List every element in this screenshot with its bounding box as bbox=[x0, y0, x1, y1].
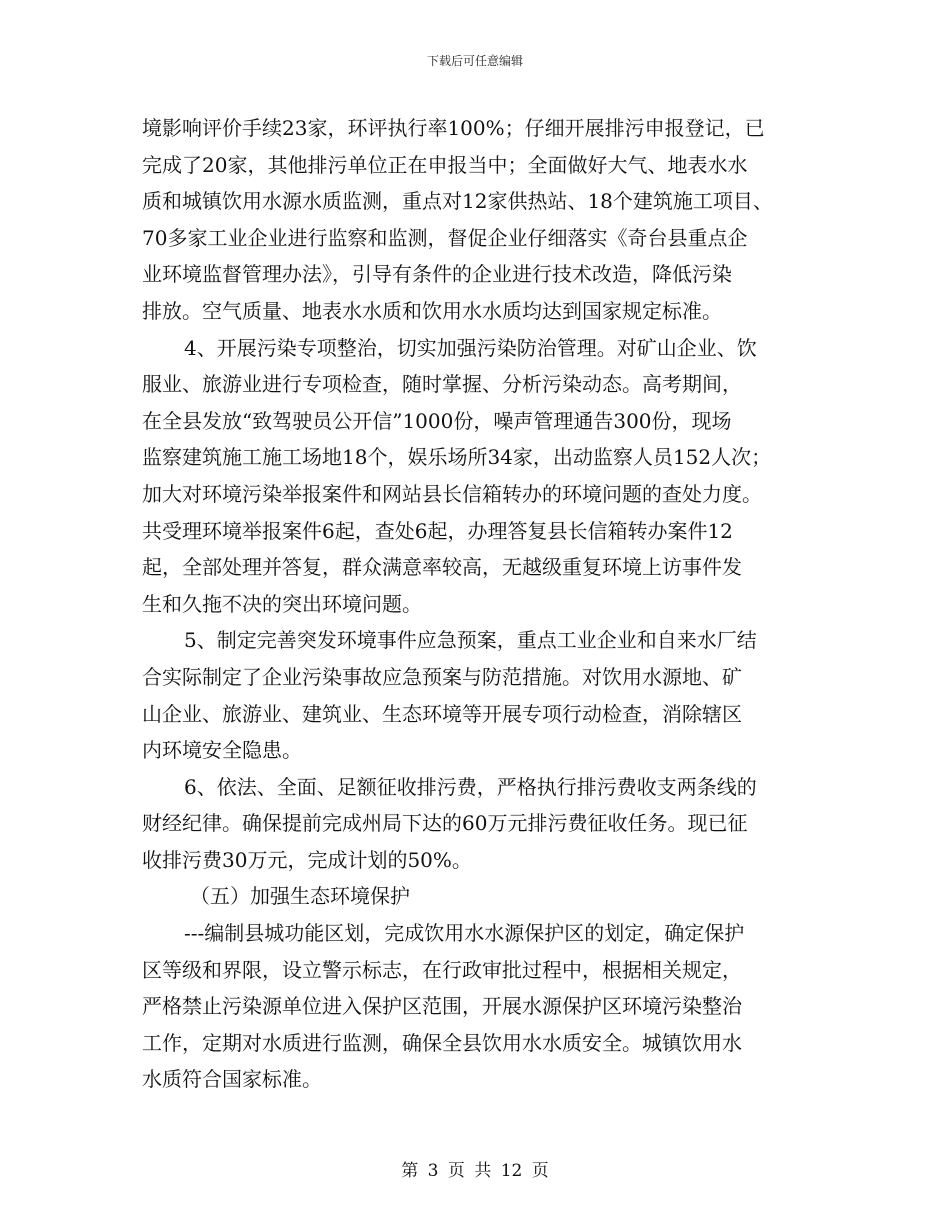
text-line: 严格禁止污染源单位进入保护区范围，开展水源保护区环境污染整治 bbox=[142, 994, 742, 1019]
text-line: 4、开展污染专项整治，切实加强污染防治管理。对矿山企业、饮 bbox=[184, 335, 757, 360]
text-line: 在全县发放“致驾驶员公开信”1000份，噪声管理通告300份，现场 bbox=[142, 408, 732, 433]
text-line: 排放。空气质量、地表水水质和饮用水水质均达到国家规定标准。 bbox=[142, 298, 722, 323]
text-line: 5、制定完善突发环境事件应急预案，重点工业企业和自来水厂结 bbox=[184, 628, 757, 653]
text-line: 业环境监督管理办法》，引导有条件的企业进行技术改造，降低污染 bbox=[142, 262, 732, 287]
text-line: 服业、旅游业进行专项检查，随时掌握、分析污染动态。高考期间， bbox=[142, 372, 742, 397]
text-line: 起，全部处理并答复，群众满意率较高，无越级重复环境上访事件发 bbox=[142, 555, 742, 580]
text-line: ---编制县城功能区划，完成饮用水水源保护区的划定，确定保护 bbox=[184, 921, 745, 946]
text-line: 质和城镇饮用水源水质监测，重点对12家供热站、18个建筑施工项目、 bbox=[142, 189, 773, 214]
text-line: 监察建筑施工施工场地18个，娱乐场所34家，出动监察人员152人次； bbox=[142, 445, 772, 470]
text-line: 共受理环境举报案件6起，查处6起，办理答复县长信箱转办案件12 bbox=[142, 518, 733, 543]
text-line: 山企业、旅游业、建筑业、生态环境等开展专项行动检查，消除辖区 bbox=[142, 701, 742, 726]
text-line: 境影响评价手续23家，环评执行率100%；仔细开展排污申报登记，已 bbox=[142, 116, 765, 140]
text-line: 加大对环境污染举报案件和网站县长信箱转办的环境问题的查处力度。 bbox=[142, 481, 762, 506]
text-line: 生和久拖不决的突出环境问题。 bbox=[142, 591, 422, 616]
text-line: 区等级和界限，设立警示标志，在行政审批过程中，根据相关规定， bbox=[142, 957, 742, 982]
text-line: 工作，定期对水质进行监测，确保全县饮用水水质安全。城镇饮用水 bbox=[142, 1030, 742, 1055]
text-line: 合实际制定了企业污染事故应急预案与防范措施。对饮用水源地、矿 bbox=[142, 664, 742, 689]
text-line: （五）加强生态环境保护 bbox=[190, 884, 410, 909]
text-line: 完成了20家，其他排污单位正在申报当中；全面做好大气、地表水水 bbox=[142, 152, 748, 177]
document-body bbox=[142, 110, 822, 1098]
text-line: 6、依法、全面、足额征收排污费，严格执行排污费收支两条线的 bbox=[184, 774, 757, 799]
text-line: 水质符合国家标准。 bbox=[142, 1067, 322, 1092]
page-footer: 第 3 页 共 12 页 bbox=[401, 1161, 549, 1181]
text-line: 内环境安全隐患。 bbox=[142, 738, 302, 763]
text-line: 财经纪律。确保提前完成州局下达的60万元排污费征收任务。现已征 bbox=[142, 811, 748, 836]
text-line: 收排污费30万元，完成计划的50%。 bbox=[142, 847, 472, 872]
page-header: 下载后可任意编辑 bbox=[426, 54, 523, 68]
text-line: 70多家工业企业进行监察和监测，督促企业仔细落实《奇台县重点企 bbox=[142, 225, 748, 250]
